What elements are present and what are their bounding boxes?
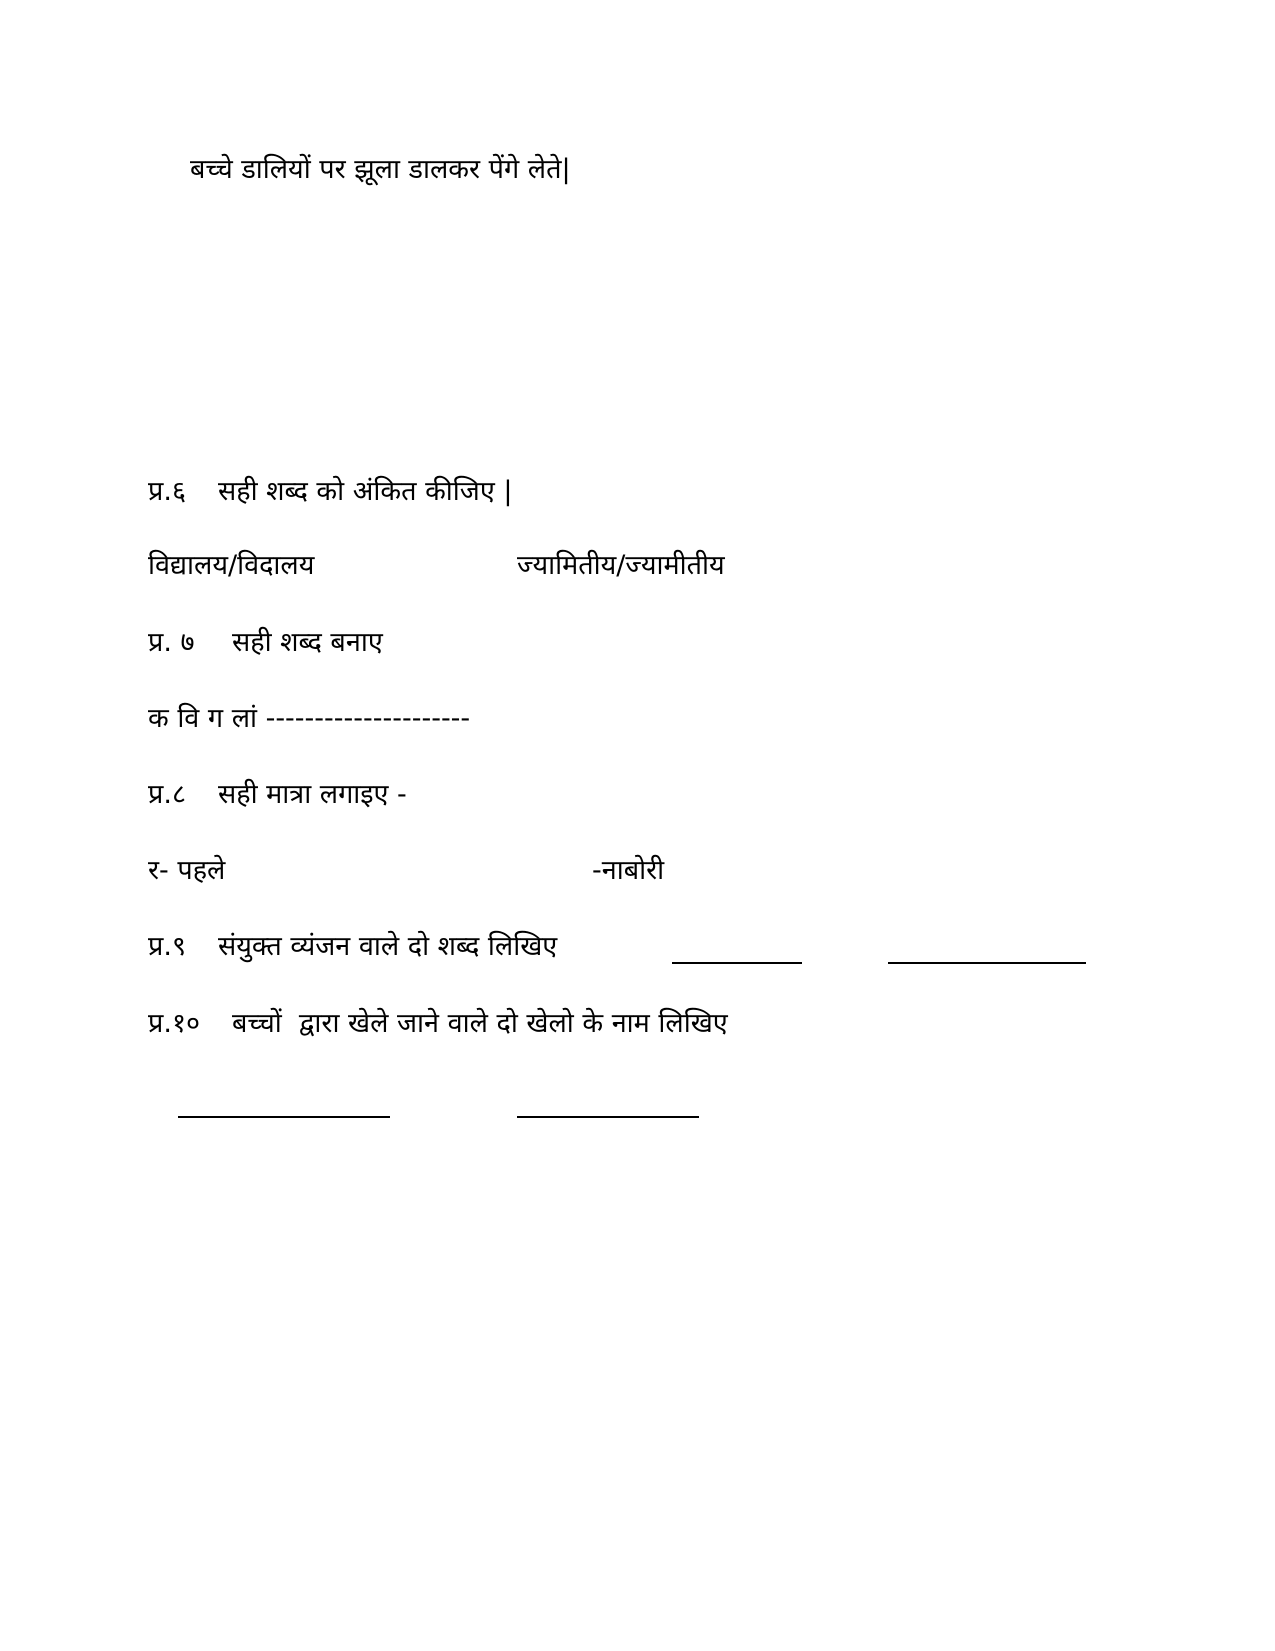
q6-option-a: विद्यालय/विदालय bbox=[148, 550, 315, 581]
q6-option-b: ज्यामितीय/ज्यामीतीय bbox=[517, 550, 725, 581]
sentence-line: बच्चे डालियों पर झूला डालकर पेंगे लेते| bbox=[190, 154, 571, 185]
q10-answer-blank-2[interactable] bbox=[517, 1116, 699, 1118]
q10-answer-blank-1[interactable] bbox=[178, 1116, 390, 1118]
q6-text: सही शब्द को अंकित कीजिए | bbox=[218, 476, 513, 507]
q10-text: बच्चों द्वारा खेले जाने वाले दो खेलो के नाम लिखिए bbox=[232, 1008, 728, 1039]
q9-text: संयुक्त व्यंजन वाले दो शब्द लिखिए bbox=[218, 931, 558, 962]
q8-text: सही मात्रा लगाइए - bbox=[218, 779, 407, 810]
q7-text: सही शब्द बनाए bbox=[232, 627, 383, 658]
q9-answer-blank-1[interactable] bbox=[672, 962, 802, 964]
q7-letters: क वि ग लां --------------------- bbox=[148, 703, 471, 734]
q7-label: प्र. ७ bbox=[148, 627, 195, 658]
q8-label: प्र.८ bbox=[148, 779, 186, 810]
q9-label: प्र.९ bbox=[148, 931, 186, 962]
q8-word-b: -नाबोरी bbox=[592, 855, 665, 886]
q10-label: प्र.१० bbox=[148, 1008, 201, 1039]
q9-answer-blank-2[interactable] bbox=[888, 962, 1086, 964]
q8-word-a: र- पहले bbox=[148, 855, 226, 886]
q6-label: प्र.६ bbox=[148, 476, 186, 507]
